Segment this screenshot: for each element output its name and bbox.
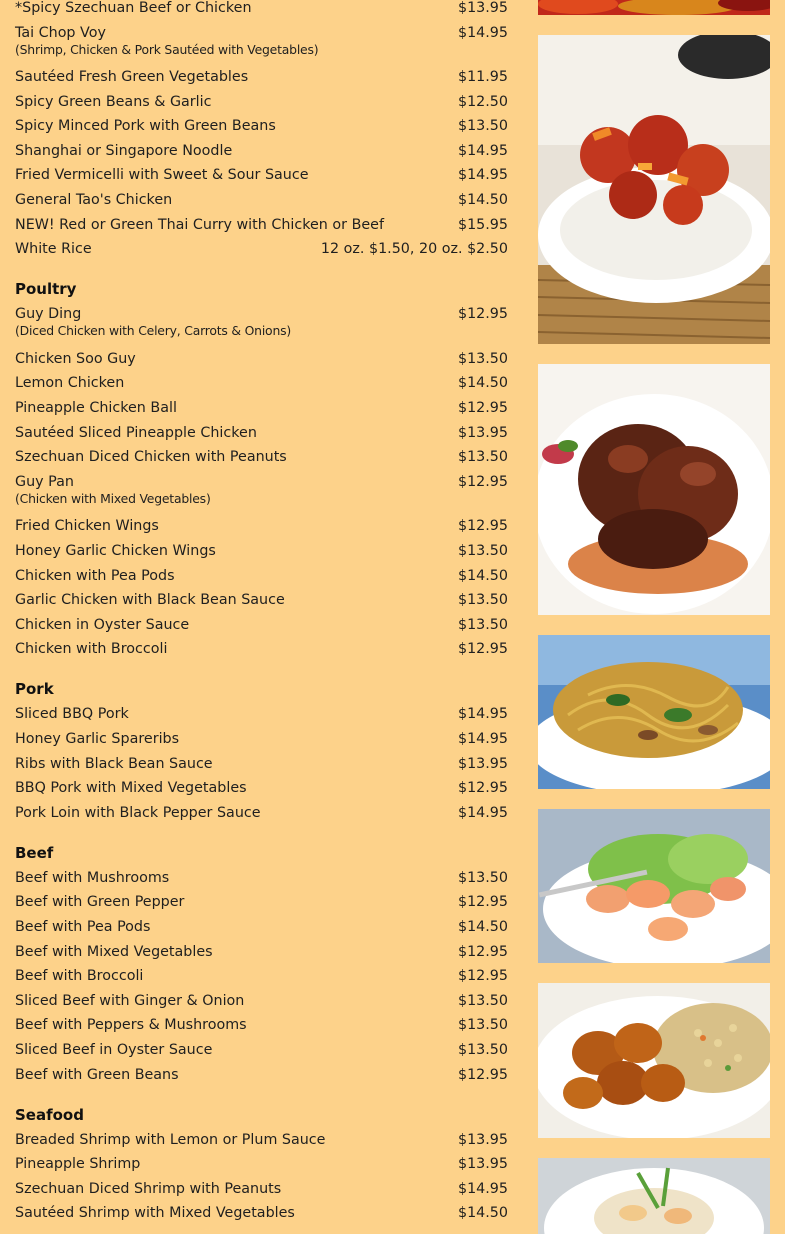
menu-item [15, 302, 508, 347]
menu-item-name: Tai Chop Voy [15, 24, 106, 41]
menu-item [15, 776, 508, 801]
menu-item [15, 1063, 508, 1088]
menu-item [15, 940, 508, 965]
menu-item-name: Beef with Green Beans [15, 1066, 179, 1083]
food-photo-sweet-sour [538, 35, 770, 344]
menu-item [15, 1177, 508, 1202]
menu-item-price: $14.95 [457, 167, 508, 184]
menu-item-name: Sliced BBQ Pork [15, 706, 129, 723]
menu-item-name: Breaded Shrimp with Lemon or Plum Sauce [15, 1131, 326, 1148]
menu-item [15, 1128, 508, 1153]
menu-item-price: $13.95 [457, 755, 508, 772]
menu-item [15, 727, 508, 752]
menu-item-price: $13.50 [457, 542, 508, 559]
menu-item-price: $14.50 [457, 375, 508, 392]
menu-item-name: *Spicy Szechuan Beef or Chicken [15, 0, 252, 16]
menu-item-price: $12.95 [457, 968, 508, 985]
menu-item-price: $14.95 [457, 804, 508, 821]
menu-item-price: $14.95 [457, 730, 508, 747]
menu-item [15, 866, 508, 891]
menu-item-name: Beef with Peppers & Mushrooms [15, 1017, 247, 1034]
menu-item-description: (Diced Chicken with Celery, Carrots & Onions) [15, 323, 291, 339]
menu-item-name: Chicken Soo Guy [15, 350, 136, 367]
menu-item-name: Beef with Mushrooms [15, 869, 170, 886]
menu-item [15, 564, 508, 589]
menu-item [15, 1152, 508, 1177]
menu-item [15, 637, 508, 662]
menu-item-name: NEW! Red or Green Thai Curry with Chicken or Beef [15, 216, 385, 233]
menu-item [15, 890, 508, 915]
menu-section-pork [15, 677, 508, 825]
menu-item-name: Garlic Chicken with Black Bean Sauce [15, 592, 285, 609]
menu-item [15, 915, 508, 940]
menu-item [15, 21, 508, 66]
menu-item-name: BBQ Pork with Mixed Vegetables [15, 780, 247, 797]
menu-item [15, 539, 508, 564]
menu-item-price: $14.95 [457, 24, 508, 41]
menu-item [15, 514, 508, 539]
menu-item-name: Honey Garlic Chicken Wings [15, 542, 216, 559]
menu-item [15, 1038, 508, 1063]
section-title: Pork [15, 680, 54, 699]
menu-item [15, 1201, 508, 1226]
menu-item-name: Ribs with Black Bean Sauce [15, 755, 213, 772]
food-photo-shrimp-salad [538, 809, 770, 963]
menu-item [15, 163, 508, 188]
menu-item-price: $13.50 [457, 869, 508, 886]
food-photo-bottom [538, 1158, 770, 1234]
food-photo-general-tao [538, 983, 770, 1138]
menu-item-price: $13.95 [457, 1156, 508, 1173]
menu-item [15, 421, 508, 446]
menu-item-price: $12.95 [457, 473, 508, 490]
menu-item-name: Chicken in Oyster Sauce [15, 616, 190, 633]
menu-item [15, 964, 508, 989]
food-photo-spareribs [538, 364, 770, 615]
menu-item-name: White Rice [15, 241, 92, 258]
section-title: Beef [15, 843, 54, 862]
menu-item-price: $12.95 [457, 1066, 508, 1083]
menu-item-price: 12 oz. $1.50, 20 oz. $2.50 [320, 241, 508, 258]
menu-item-name: Spicy Minced Pork with Green Beans [15, 118, 276, 135]
menu-item [15, 396, 508, 421]
section-title: Seafood [15, 1105, 84, 1124]
menu-item [15, 371, 508, 396]
menu-item-price: $14.50 [457, 919, 508, 936]
menu-item-price: $13.95 [457, 0, 508, 16]
menu-item-description: (Chicken with Mixed Vegetables) [15, 490, 211, 506]
menu-item-name: Shanghai or Singapore Noodle [15, 142, 233, 159]
menu-item-price: $14.95 [457, 1180, 508, 1197]
menu-item-price: $12.95 [457, 780, 508, 797]
menu-item-name: Szechuan Diced Shrimp with Peanuts [15, 1180, 282, 1197]
menu-item-price: $13.95 [457, 1131, 508, 1148]
menu-item-price: $12.50 [457, 93, 508, 110]
menu-item-name: Szechuan Diced Chicken with Peanuts [15, 449, 287, 466]
menu-item-name: Spicy Green Beans & Garlic [15, 93, 212, 110]
menu-item-name: General Tao's Chicken [15, 192, 173, 209]
menu-item [15, 1013, 508, 1038]
menu-item [15, 188, 508, 213]
menu-item-name: Chicken with Pea Pods [15, 567, 175, 584]
menu-item-price: $13.50 [457, 449, 508, 466]
menu-item-price: $12.95 [457, 400, 508, 417]
menu-item-name: Beef with Broccoli [15, 968, 144, 985]
menu-item-price: $14.50 [457, 567, 508, 584]
section-title: Poultry [15, 280, 77, 299]
menu-item-name: Chicken with Broccoli [15, 641, 168, 658]
menu-item-price: $12.95 [457, 518, 508, 535]
menu-item-name: Beef with Green Pepper [15, 894, 185, 911]
menu-item-price: $13.95 [457, 424, 508, 441]
menu-item-price: $13.50 [457, 1042, 508, 1058]
menu-item [15, 347, 508, 372]
menu-item-name: Pineapple Shrimp [15, 1156, 141, 1173]
menu-item [15, 139, 508, 164]
menu-item-name: Pineapple Chicken Ball [15, 400, 177, 417]
menu-item-name: Sliced Beef with Ginger & Onion [15, 992, 245, 1009]
menu-item-name: Pork Loin with Black Pepper Sauce [15, 804, 261, 821]
menu-item [15, 114, 508, 139]
menu-item-name: Guy Pan [15, 473, 74, 490]
food-photo-top [538, 0, 770, 15]
menu-item [15, 801, 508, 826]
menu-item [15, 470, 508, 515]
menu-section-poultry [15, 277, 508, 662]
menu-item [15, 65, 508, 90]
menu-item-price: $11.95 [457, 69, 508, 86]
menu-item-name: Sliced Beef in Oyster Sauce [15, 1042, 213, 1058]
menu-item-price: $14.50 [457, 192, 508, 209]
menu-item-name: Beef with Pea Pods [15, 919, 151, 936]
menu-item [15, 445, 508, 470]
menu-item-price: $13.50 [457, 992, 508, 1009]
menu-item [15, 702, 508, 727]
menu-item [15, 613, 508, 638]
menu-item-price: $12.95 [457, 306, 508, 323]
menu-item-price: $12.95 [457, 641, 508, 658]
menu-item-price: $12.95 [457, 943, 508, 960]
menu-item-price: $13.50 [457, 616, 508, 633]
menu-item-name: Beef with Mixed Vegetables [15, 943, 213, 960]
menu-item-name: Sautéed Fresh Green Vegetables [15, 69, 249, 86]
food-photo-noodles [538, 635, 770, 789]
menu-item-price: $14.50 [457, 1205, 508, 1222]
menu-item [15, 213, 508, 238]
menu-item [15, 752, 508, 777]
menu-item-name: Guy Ding [15, 306, 82, 323]
menu-item-name: Fried Vermicelli with Sweet & Sour Sauce [15, 167, 309, 184]
menu-list [15, 0, 508, 1226]
menu-item-price: $13.50 [457, 1017, 508, 1034]
menu-item-price: $13.50 [457, 350, 508, 367]
menu-item-price: $15.95 [457, 216, 508, 233]
menu-section-seafood [15, 1103, 508, 1226]
menu-item [15, 237, 508, 262]
menu-item [15, 90, 508, 115]
menu-item-name: Fried Chicken Wings [15, 518, 159, 535]
menu-item-price: $13.50 [457, 118, 508, 135]
menu-item-price: $14.95 [457, 142, 508, 159]
menu-section-beef [15, 841, 508, 1087]
menu-item-name: Sautéed Sliced Pineapple Chicken [15, 424, 257, 441]
menu-item [15, 989, 508, 1014]
menu-item-name: Lemon Chicken [15, 375, 125, 392]
menu-item-price: $14.95 [457, 706, 508, 723]
menu-item-price: $12.95 [457, 894, 508, 911]
menu-item-description: (Shrimp, Chicken & Pork Sautéed with Vegetables) [15, 41, 319, 57]
menu-item-name: Sautéed Shrimp with Mixed Vegetables [15, 1205, 295, 1222]
menu-item-name: Honey Garlic Spareribs [15, 730, 180, 747]
menu-section-specialties [15, 0, 508, 262]
menu-item [15, 0, 508, 21]
menu-item [15, 588, 508, 613]
menu-item-price: $13.50 [457, 592, 508, 609]
